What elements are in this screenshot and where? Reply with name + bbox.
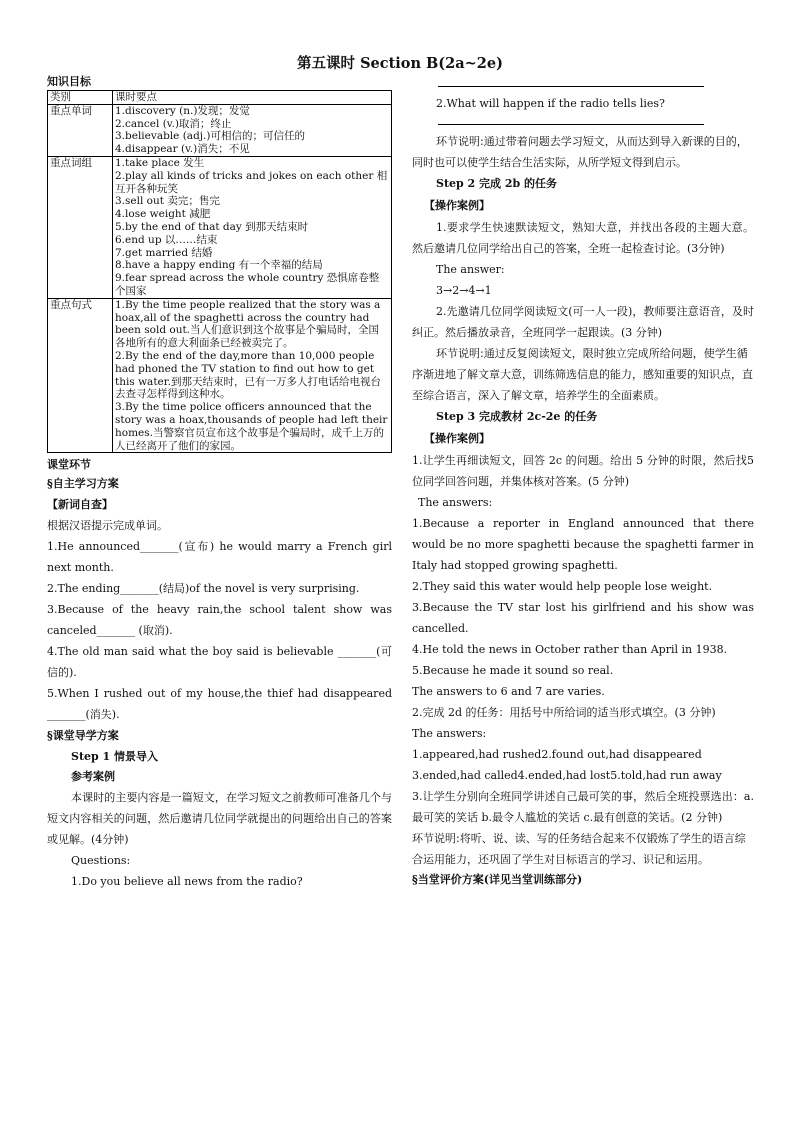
list-item: 7.get married 结婚 [115, 246, 213, 259]
exercise-item: 1.He announced_______(宣布) he would marry a French girl next month. [47, 540, 392, 575]
answer-item: 1.appeared,had rushed2.found out,had disappeared [412, 748, 702, 761]
list-item: 6.end up 以……结束 [115, 233, 218, 246]
list-item: 1.discovery (n.)发现；发觉 [115, 104, 250, 117]
answer-item: 3.Because the TV star lost his girlfriend and his show was cancelled. [412, 601, 754, 635]
case-op-heading: 【操作案例】 [424, 432, 490, 445]
step2-heading: Step 2 完成 2b 的任务 [436, 177, 558, 190]
section-note: 环节说明:通过反复阅读短文，限时独立完成所给问题，使学生循序渐进地了解文章大意，训练筛选信息的能力，感知重要的知识点，直至综合语言，深入了解文章，培养学生的全面素质。 [412, 347, 753, 402]
answer-item: 2.They said this water would help people lose weight. [412, 580, 713, 593]
table-header-row [48, 91, 392, 105]
row-category: 重点单词 [48, 104, 113, 156]
evaluation-heading: §当堂评价方案(详见当堂训练部分) [412, 873, 583, 886]
answer-item: 1.Because a reporter in England announced that there would be no more spaghetti because the spaghetti farmer in Italy had stopped growing spaghetti. [412, 517, 754, 572]
objectives-heading: 知识目标 [47, 75, 91, 88]
row-items [113, 298, 392, 453]
question-2: 2.What will happen if the radio tells lies? [436, 97, 665, 110]
answer-item: 4.He told the news in October rather than April in 1938. [412, 643, 728, 656]
exercise-item: 3.Because of the heavy rain,the school talent show was canceled_______ (取消). [47, 603, 392, 638]
self-study-heading: §自主学习方案 [47, 477, 119, 491]
answers-label: The answers: [412, 727, 487, 740]
step3-text: 1.让学生再细读短文，回答 2c 的问题。给出 5 分钟的时限，然后找5 位同学回答问题，并集体核对答案。(5 分钟) [412, 454, 754, 488]
list-item: 3.believable (adj.)可相信的；可信任的 [115, 130, 305, 143]
question-1: 1.Do you believe all news from the radio? [71, 875, 303, 889]
table-row [48, 104, 392, 156]
table-row [48, 156, 392, 298]
answer-line [438, 76, 704, 87]
step3-text: 3.让学生分别向全班同学讲述自己最可笑的事，然后全班投票选出：a.最可笑的笑话 b.最令人尴尬的笑话 c.最有创意的笑话。(2 分钟) [412, 790, 754, 824]
list-item: 2.By the end of the day,more than 10,000 people had phoned the TV station to find out how to get this water.到那天结束时，已有一万多人打电话给电视台去查寻怎样得到这种水。 [115, 349, 381, 401]
section-note: 环节说明:将听、说、读、写的任务结合起来不仅锻炼了学生的语言综合运用能力，还巩固了学生对目标语言的学习、识记和运用。 [412, 832, 746, 866]
step2-text: 2.先邀请几位同学阅读短文(可一人一段)，教师要注意语音，及时纠正。然后播放录音，全班同学一起跟读。(3 分钟) [412, 305, 754, 339]
row-items [113, 104, 392, 156]
case-ref-heading: 参考案例 [71, 770, 115, 784]
key-points-table [47, 90, 392, 453]
list-item: 3.By the time police officers announced that the story was a hoax,thousands of people had left their homes.当警察官员宣布这个故事是个骗局时，成千上万的人已经离开了他们的家园。 [115, 401, 388, 452]
answer-item: 5.Because he made it sound so real. [412, 664, 614, 677]
answer-line [438, 114, 704, 125]
list-item: 1.By the time people realized that the story was a hoax,all of the spaghetti across the country had been sold out.当人们意识到这个故事是个骗局时，全国各地所有的意大利面条已经被卖完了。 [115, 298, 381, 350]
list-item: 8.have a happy ending 有一个幸福的结局 [115, 259, 323, 272]
list-item: 2.play all kinds of tricks and jokes on each other 相互开各种玩笑 [115, 169, 388, 195]
step1-text: 本课时的主要内容是一篇短文，在学习短文之前教师可准备几个与短文内容相关的问题，然后邀请几位同学就提出的问题给出自己的答案或见解。(4分钟) [47, 791, 392, 847]
case-op-heading: 【操作案例】 [424, 199, 490, 212]
left-column [47, 74, 392, 892]
step2-text: 1.要求学生快速默读短文，熟知大意，并找出各段的主题大意。 然后邀请几位同学给出自己的答案，全班一起检查讨论。(3分钟) [412, 221, 754, 255]
class-heading: 课堂环节 [47, 458, 91, 472]
step1-heading: Step 1 情景导入 [71, 750, 159, 764]
guide-heading: §课堂导学方案 [47, 729, 119, 743]
list-item: 1.take place 发生 [115, 156, 205, 169]
answer-sequence: 3→2→4→1 [436, 284, 492, 297]
list-item: 9.fear spread across the whole country 恐惧席卷整个国家 [115, 272, 380, 297]
exercise-item: 5.When I rushed out of my house,the thief had disappeared _______(消失). [47, 687, 392, 722]
row-items [113, 156, 392, 298]
list-item: 5.by the end of that day 到那天结束时 [115, 220, 309, 233]
step3-heading: Step 3 完成教材 2c-2e 的任务 [436, 410, 598, 423]
list-item: 2.cancel (v.)取消；终止 [115, 117, 232, 130]
exercise-item: 2.The ending_______(结局)of the novel is very surprising. [47, 582, 360, 596]
list-item: 4.lose weight 减肥 [115, 208, 211, 221]
list-item: 3.sell out 卖完；售完 [115, 195, 220, 208]
table-row [48, 298, 392, 453]
row-category: 重点词组 [48, 156, 113, 298]
answers-label: The answers: [418, 496, 493, 509]
right-column [412, 76, 754, 890]
answer-item: 3.ended,had called4.ended,had lost5.told,had run away [412, 769, 722, 782]
section-note: 环节说明:通过带着问题去学习短文，从而达到导入新课的目的，同时也可以使学生结合生活实际，从所学短文得到启示。 [412, 135, 748, 169]
table-header-cell: 课时要点 [113, 91, 392, 105]
instruction: 根据汉语提示完成单词。 [47, 519, 168, 533]
page-title: 第五课时 Section B(2a~2e) [297, 55, 503, 72]
list-item: 4.disappear (v.)消失；不见 [115, 143, 250, 156]
row-category: 重点句式 [48, 298, 113, 453]
new-words-heading: 【新词自查】 [47, 498, 113, 512]
answer-label: The answer: [436, 263, 505, 276]
step3-text: 2.完成 2d 的任务：用括号中所给词的适当形式填空。(3 分钟) [412, 706, 716, 719]
answer-item: The answers to 6 and 7 are varies. [412, 685, 605, 698]
table-header-cell: 类别 [48, 91, 113, 105]
exercise-item: 4.The old man said what the boy said is believable _______(可信的). [47, 645, 392, 680]
questions-label: Questions: [71, 854, 131, 868]
